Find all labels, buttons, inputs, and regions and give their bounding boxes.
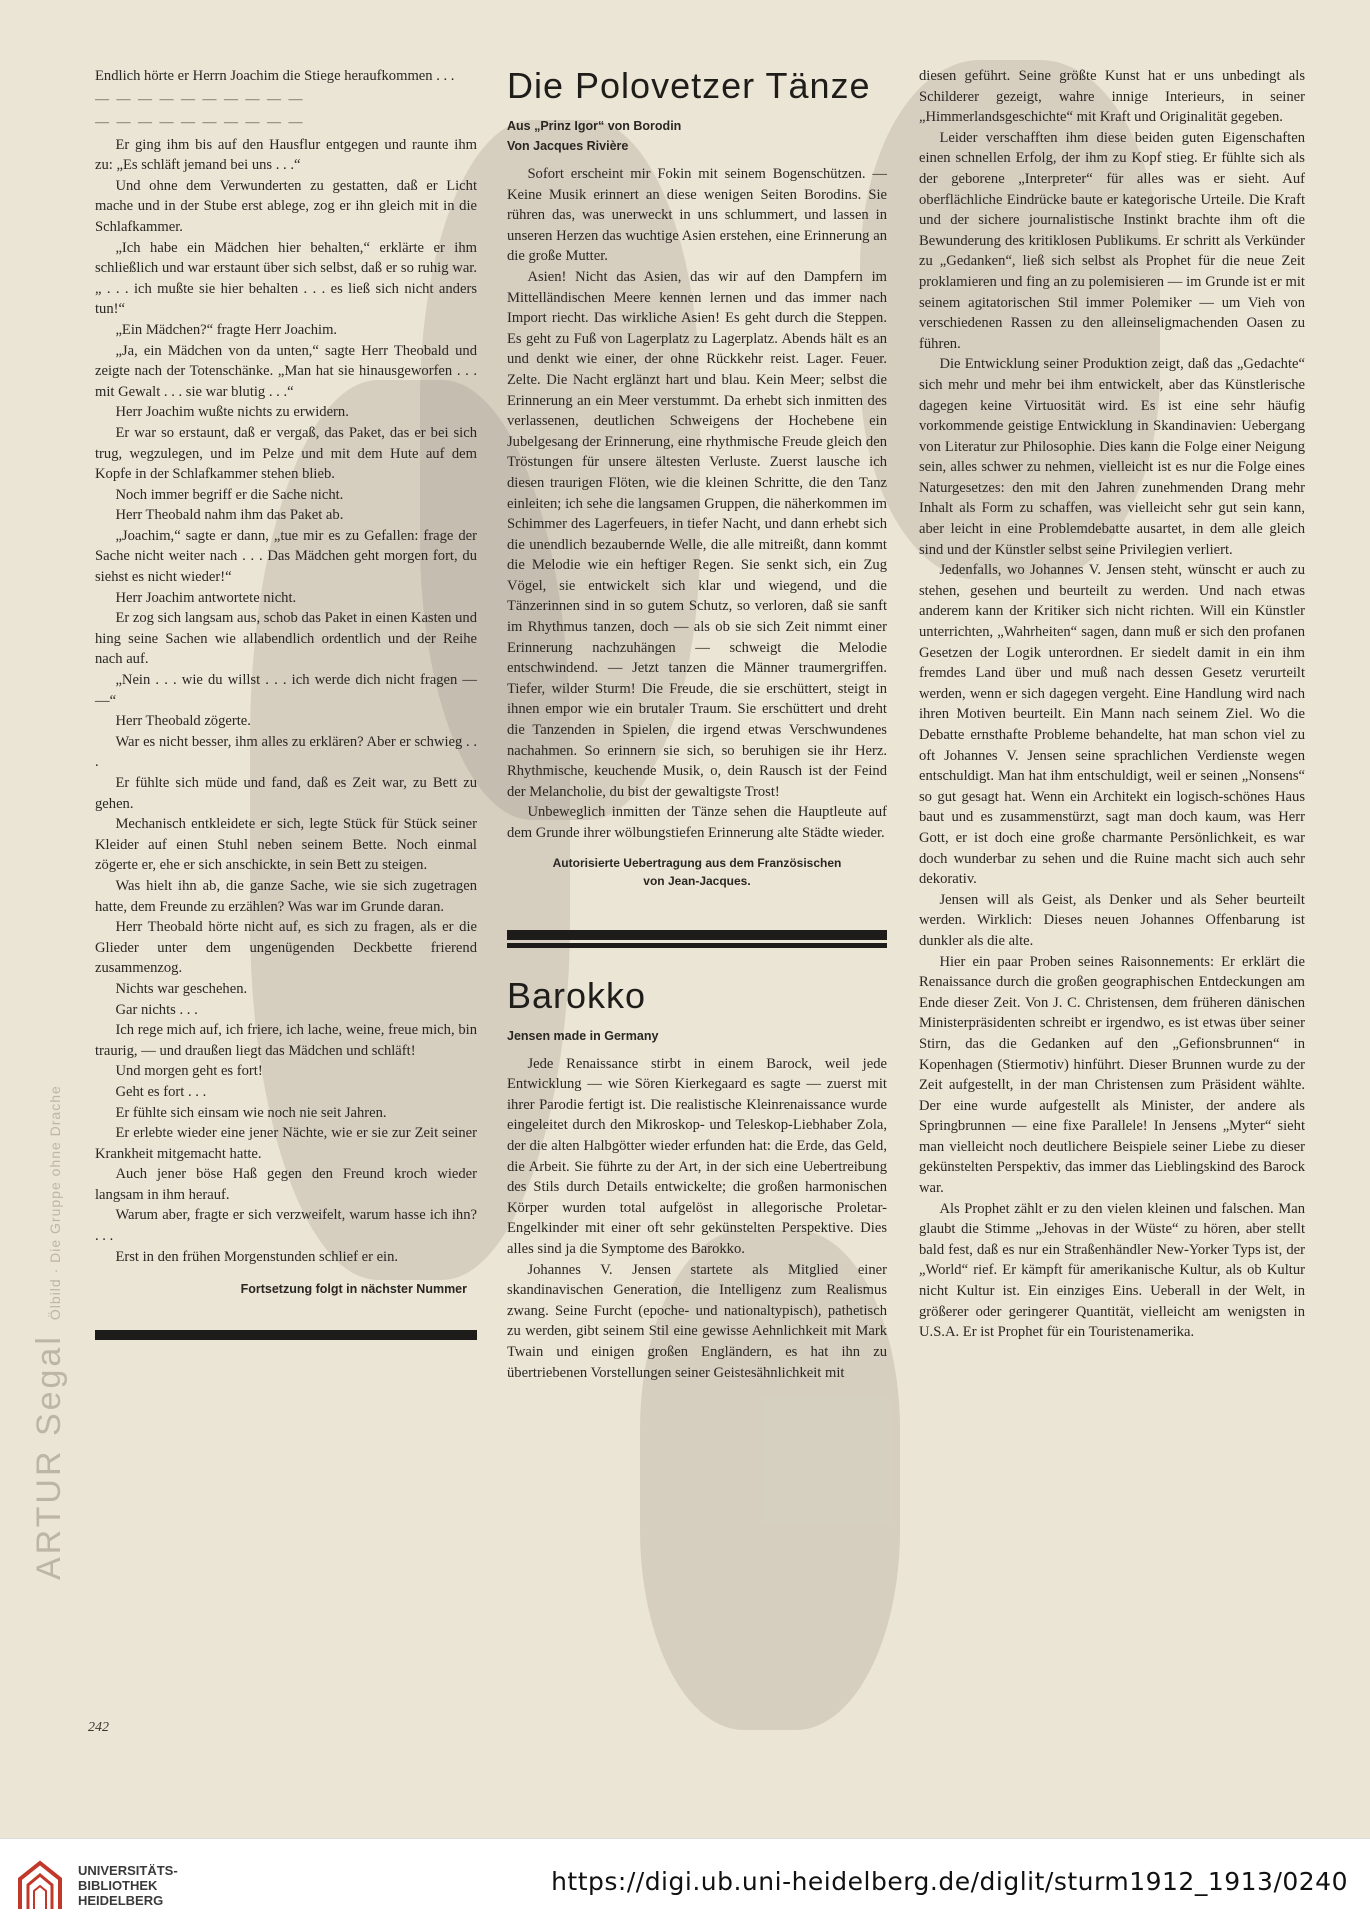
paragraph: Erst in den frühen Morgenstunden schlief er ein. [115, 1248, 399, 1265]
page-number: 242 [88, 1720, 109, 1735]
paragraph: Jede Renaissance stirbt in einem Barock, weil jede Entwicklung — wie Sören Kierkegaard es sagte — zuerst mit ihrer Parodie fertigt ist. Die realistische Kleinrenaissance wurde eingeleitet durch den Mikroskop- und Teleskop-Liebhaber Zola, der die alten Halbgötter wieder erfunden hat: die Erde, das Geld, die Arbeit. Sie führte zu der Art, in der sich eine Uebertreibung des Stils durch Details entwickelte; die großen harmonischen Körper wurden total aufgelöst in allegorische Proletar-Engelkinder mit einer oft sehr gekünstelten Perspektive. Dies alles sind ja die Symptome des Barokko. [507, 1055, 887, 1257]
paragraph: Leider verschafften ihm diese beiden guten Eigenschaften einen schnellen Erfolg, der ihm zu Kopf stieg. Er fühlte sich als der geborene „Interpreter“ für alles was er sieht. Auf oberflächliche Eindrücke baute er kategorische Urteile. Die Kraft und der sichere journalistische Instinkt brachte ihm oft die Bewunderung des kritiklosen Publikums. Er schritt als Verkünder zu „Gedanken“, ließ sich selbst als Prophet für die neue Zeit proklamieren und fing an zu polemisieren — im Grunde ist er mit seinem agitatorischen Stil immer Polemiker — um Vieh von verschiedenen Rassen zu den alleinseligmachenden Oasen zu führen. [919, 129, 1305, 352]
column-3 [919, 66, 1305, 1343]
credit-line: Autorisierte Uebertragung aus dem Französischen [552, 855, 842, 870]
paragraph: Er fühlte sich einsam wie noch nie seit Jahren. [115, 1104, 387, 1121]
article-author: Von Jacques Rivière [507, 139, 629, 153]
paragraph: diesen geführt. Seine größte Kunst hat er uns unbedingt als Schilderer gezeigt, wahre innige Interieurs, in seiner „Himmerlandsgeschichte“ mit Kraft und Originalität gegeben. [919, 68, 1305, 126]
paragraph: „Joachim,“ sagte er dann, „tue mir es zu Gefallen: frage der Sache nicht weiter nach . . . Das Mädchen geht morgen fort, du siehst es nicht wieder!“ [95, 527, 477, 586]
divider-rule [507, 930, 887, 940]
paragraph: Sofort erscheint mir Fokin mit seinem Bogenschützen. — Keine Musik erinnert an diese wenigen Seiten Borodins. Sie rühren das, was unerweckt in uns schlummert, und lassen in unseren Herzen das wuchtige Asien erstehen, eine Erinnerung an die große Mutter. [507, 166, 887, 265]
divider-rule [95, 1330, 477, 1340]
library-name: UNIVERSITÄTS- BIBLIOTHEK HEIDELBERG [78, 1863, 178, 1908]
paragraph: Jensen will als Geist, als Denker und als Seher beurteilt werden. Wirklich: Dieses neuen Johannes Offenbarung ist dunkler als die alte. [919, 891, 1305, 949]
divider-rule [507, 943, 887, 948]
article-subtitle: Aus „Prinz Igor“ von Borodin [507, 119, 682, 133]
paragraph: Herr Theobald zögerte. [115, 713, 251, 730]
paragraph: Unbeweglich inmitten der Tänze sehen die Hauptleute auf dem Grunde ihrer wölbungstiefen Erinnerung alte Städte wieder. [507, 804, 887, 841]
paragraph: Johannes V. Jensen startete als Mitglied einer skandinavischen Generation, die Intelligenz zum Realismus zwang. Seine Furcht (epoche- und nationaltypisch), pathetisch zu werden, gibt seinem Stil eine gewisse Aehnlichkeit mit Mark Twain und einigen großen Engländern, es hat ihn zu übertriebenen Vorstellungen seiner Geistesähnlichkeit mit [507, 1261, 887, 1381]
paragraph: War es nicht besser, ihm alles zu erklären? Aber er schwieg . . . [95, 733, 477, 771]
paragraph: Was hielt ihn ab, die ganze Sache, wie sie sich zugetragen hatte, dem Freunde zu erzählen? Was war im Grunde daran. [95, 877, 477, 915]
paragraph: Er war so erstaunt, daß er vergaß, das Paket, das er bei sich trug, wegzulegen, und im Pelze und mit dem Hute auf dem Kopfe in der Schlafkammer stehen blieb. [95, 424, 477, 483]
article-title-barokko: Barokko [507, 974, 647, 1016]
article-subtitle: Jensen made in Germany [507, 1028, 659, 1043]
paragraph: Gar nichts . . . [115, 1001, 198, 1018]
paragraph: Auch jener böse Haß gegen den Freund kroch wieder langsam in ihm herauf. [95, 1166, 477, 1203]
paragraph: Herr Joachim antwortete nicht. [115, 589, 297, 606]
document-url-link[interactable]: https://digi.ub.uni-heidelberg.de/diglit/sturm1912_1913/0240 [551, 1867, 1348, 1896]
continuation-note: Fortsetzung folgt in nächster Nummer [240, 1282, 467, 1297]
paragraph: „Nein . . . wie du willst . . . ich werde dich nicht fragen — —“ [95, 672, 477, 709]
paragraph: Herr Theobald nahm ihm das Paket ab. [115, 507, 344, 524]
paragraph: Er erlebte wieder eine jener Nächte, wie er sie zur Zeit seiner Krankheit mitgemacht hatte. [95, 1125, 477, 1162]
column-2 [507, 66, 887, 1383]
paragraph: Und morgen geht es fort! [115, 1063, 263, 1080]
column-1 [95, 66, 477, 1340]
paragraph: Er fühlte sich müde und fand, daß es Zeit war, zu Bett zu gehen. [95, 775, 477, 812]
footer-bar [0, 1838, 1370, 1932]
paragraph: Herr Theobald hörte nicht auf, es sich zu fragen, als er die Glieder unter dem ungenügenden Deckbette frierend zusammenzog. [95, 919, 477, 977]
dash-row: — — — — — — — — — — [95, 114, 305, 130]
paragraph: Hier ein paar Proben seines Raisonnements: Er erklärt die Renaissance durch die großen geographischen Entdeckungen am Ende dieser Zeit. Von J. C. Christensen, dem früheren dänischen Ministerpräsidenten schreibt er irgendwo, es ist etwas über seiner Stirn, das die Gedanken auf den „Gefionsbrunnen“ in Kopenhagen (Stiermotiv) hinführt. Dieser Brunnen wurde zu der Zeit aufgestellt, in der man Christensen zum Präsident wählte. Der eine wurde aufgestellt als Minister, der andere als Springbrunnen — eine fixe Parallele! In Jensens „Myter“ sieht man vielleicht noch deutlichere Beispiele seiner Liebe zu dieser gekünstelten Perspektiv, das immer das Lieblingskind des Barock war. [919, 953, 1305, 1197]
paragraph: Als Prophet zählt er zu den vielen kleinen und falschen. Man glaubt die Stimme „Jehovas in der Wüste“ zu hören, aber stellt bald fest, daß es nur ein Straßenhändler New-Yorker Typs ist, der „World“ rief. Er kämpft für amerikanische Kultur, als ob Kultur nicht Kultur ist. Ein einziges Eins. Ueberall in der Welt, in größerer oder geringerer Quantität, vielleicht am wenigsten in U.S.A. Er ist Prophet für ein Touristenamerika. [919, 1200, 1305, 1341]
credit-line: von Jean-Jacques. [643, 873, 751, 888]
paragraph: Er zog sich langsam aus, schob das Paket in einen Kasten und hing seine Sachen wie allabendlich ordentlich und der Reihe nach auf. [95, 610, 477, 668]
paragraph: Mechanisch entkleidete er sich, legte Stück für Stück seiner Kleider auf einen Stuhl neben seinem Bette. Noch einmal zögerte er, ehe er sich anschickte, in sein Bett zu steigen. [95, 816, 477, 874]
paragraph: Die Entwicklung seiner Produktion zeigt, daß das „Gedachte“ sich mehr und mehr bei ihm entwickelt, aber das Künstlerische dagegen keine Virtuosität wird. Es ist eine sehr häufig vorkommende geistige Entwicklung in Skandinavien: Uebergang von Literatur zur Philosophie. Dies kann die Folge einer Neigung sein, alles schwer zu nehmen, vielleicht ist es nur die Folge eines Naturgesetzes: den mit den Jahren zunehmenden Drang mehr Inhalt als Form zu schaffen, was vielleicht sehr gut sein kann, aber leicht in eine Problemdebatte ausartet, in dem alle gleich sind und der Künstler selbst seine Privilegien verliert. [919, 356, 1305, 558]
university-library-logo-icon [14, 1857, 66, 1915]
paragraph: „Ich habe ein Mädchen hier behalten,“ erklärte er ihm schließlich und war erstaunt über sich selbst, daß er so ruhig war. „ . . . ich mußte sie hier behalten . . . es ließ sich nicht anders tun!“ [95, 239, 477, 318]
paragraph: Ich rege mich auf, ich friere, ich lache, weine, freue mich, bin traurig, — und draußen liegt das Mädchen und schläft! [95, 1022, 477, 1059]
article-title-polovetzer: Die Polovetzer Tänze [507, 65, 871, 106]
paragraph: Und ohne dem Verwunderten zu gestatten, daß er Licht mache und in der Stube erst ablege, zog er ihn gleich mit in die Schlafkammer. [95, 177, 477, 235]
paragraph: Geht es fort . . . [115, 1083, 207, 1100]
translation-credit [507, 854, 887, 890]
paragraph: Noch immer begriff er die Sache nicht. [115, 486, 344, 503]
paragraph: „Ja, ein Mädchen von da unten,“ sagte Herr Theobald und zeigte nach der Totenschänke. „Man hat sie hinausgeworfen . . . mit Gewalt . . . sie war blutig . . .“ [95, 342, 477, 400]
paragraph: Warum aber, fragte er sich verzweifelt, warum hasse ich ihn? . . . [95, 1207, 477, 1245]
dash-row: — — — — — — — — — — [95, 91, 305, 107]
paragraph: Er ging ihm bis auf den Hausflur entgegen und raunte ihm zu: „Es schläft jemand bei uns . . .“ [95, 136, 477, 174]
paragraph: „Ein Mädchen?“ fragte Herr Joachim. [115, 321, 338, 338]
section-separator [507, 930, 887, 948]
paragraph: Endlich hörte er Herrn Joachim die Stiege heraufkommen . . . [95, 68, 455, 84]
paragraph: Nichts war geschehen. [115, 980, 248, 997]
paragraph: Jedenfalls, wo Johannes V. Jensen steht, wünscht er auch zu stehen, gesehen und beurteilt zu werden. Und nach etwas anderem kann der Kritiker sich nicht richten. Will ein Künstler unterrichten, „Wahrheiten“ sagen, dann muß er sich den profanen Gesetzen der Logik unterordnen. Er siedelt damit in ein ihm fremdes Land über und muß nach dessen Gesetz verurteilt werden, wenn er sich dagegen vergeht. Eine Handlung wird nach ihren Motiven beurteilt. Ein Mann nach seinem Ziel. Wo die Debatte ernsthafte Probleme behandelte, hat man schon viel zu oft Johannes V. Jensen seine sprachlichen Verdienste wegen entschuldigt. Man hat ihm entschuldigt, weil er seinen „Nonsens“ so gut gesagt hat. Wenn ein Architekt ein logisch-schönes Haus baut und es zusammenstürzt, sagt man doch kaum, was Herr Gott, er ist doch eine große charmante Persönlichkeit, es war doch wunderbar zu sehen und die Ruine macht sich auch sehr dekorativ. [919, 562, 1305, 888]
side-stamp: ARTUR SegalÖlbild · Die Gruppe ohne Drache [30, 1085, 68, 1580]
paragraph: Asien! Nicht das Asien, das wir auf den Dampfern im Mittelländischen Meere kennen lernen und das immer nach Import riecht. Das wirkliche Asien! Es geht durch die Steppen. Es geht zu Fuß von Lagerplatz zu Lagerplatz. Abends hält es an und denkt wie einer, der ohne Rückkehr reist. Lager. Feuer. Zelte. Die Nacht erglänzt hart und blau. Kein Meer; selbst die Erinnerung an ein Meer verstummt. Da erhebt sich inmitten des verlassenen, deutlichen Schweigens der Hochebene ein Jubelgesang der Erinnerung, eine rhythmische Freude gleich den Tröstungen für unsere ältesten Verluste. Zuerst lausche ich diesen traurigen Flöten, wie die kleinen Schritte, die den Tanz einleiten; ich sehe die langsamen Gruppen, die näherkommen im Schimmer des Lagerfeuers, in tiefer Nacht, und dann erhebt sich die unendlich bezaubernde Welle, die alle mitreißt, dann kommt die Melodie wie ein heftiger Regen. Sie senkt sich, ein Zug Vögel, sie entwickelt sich klar und wiegend, und die Tänzerinnen sind in so gutem Schutz, so verloren, daß sie sanft im Rhythmus tanzen, doch — als ob sie sich Zeit nimmt einer Erinnerung nachzuhängen — schweigt die Melodie entschwindend. — Jetzt tanzen die Männer traumergriffen. Tiefer, wilder Sturm! Die Freude, die sie erschüttert, steigt in ihnen empor wie ein brutaler Traum. Sie erschüttert und dreht die Tanzenden in Spielen, die irgend etwas Verschwundenes nachahmen. So erinnern sie sich, so beruhigen sie ihr Herz. Rhythmische, keuchende Musik, o, dein Rausch ist der Feind der Melancholie, du bist der gewaltigste Trost! [507, 268, 887, 800]
paragraph: Herr Joachim wußte nichts zu erwidern. [115, 404, 349, 421]
